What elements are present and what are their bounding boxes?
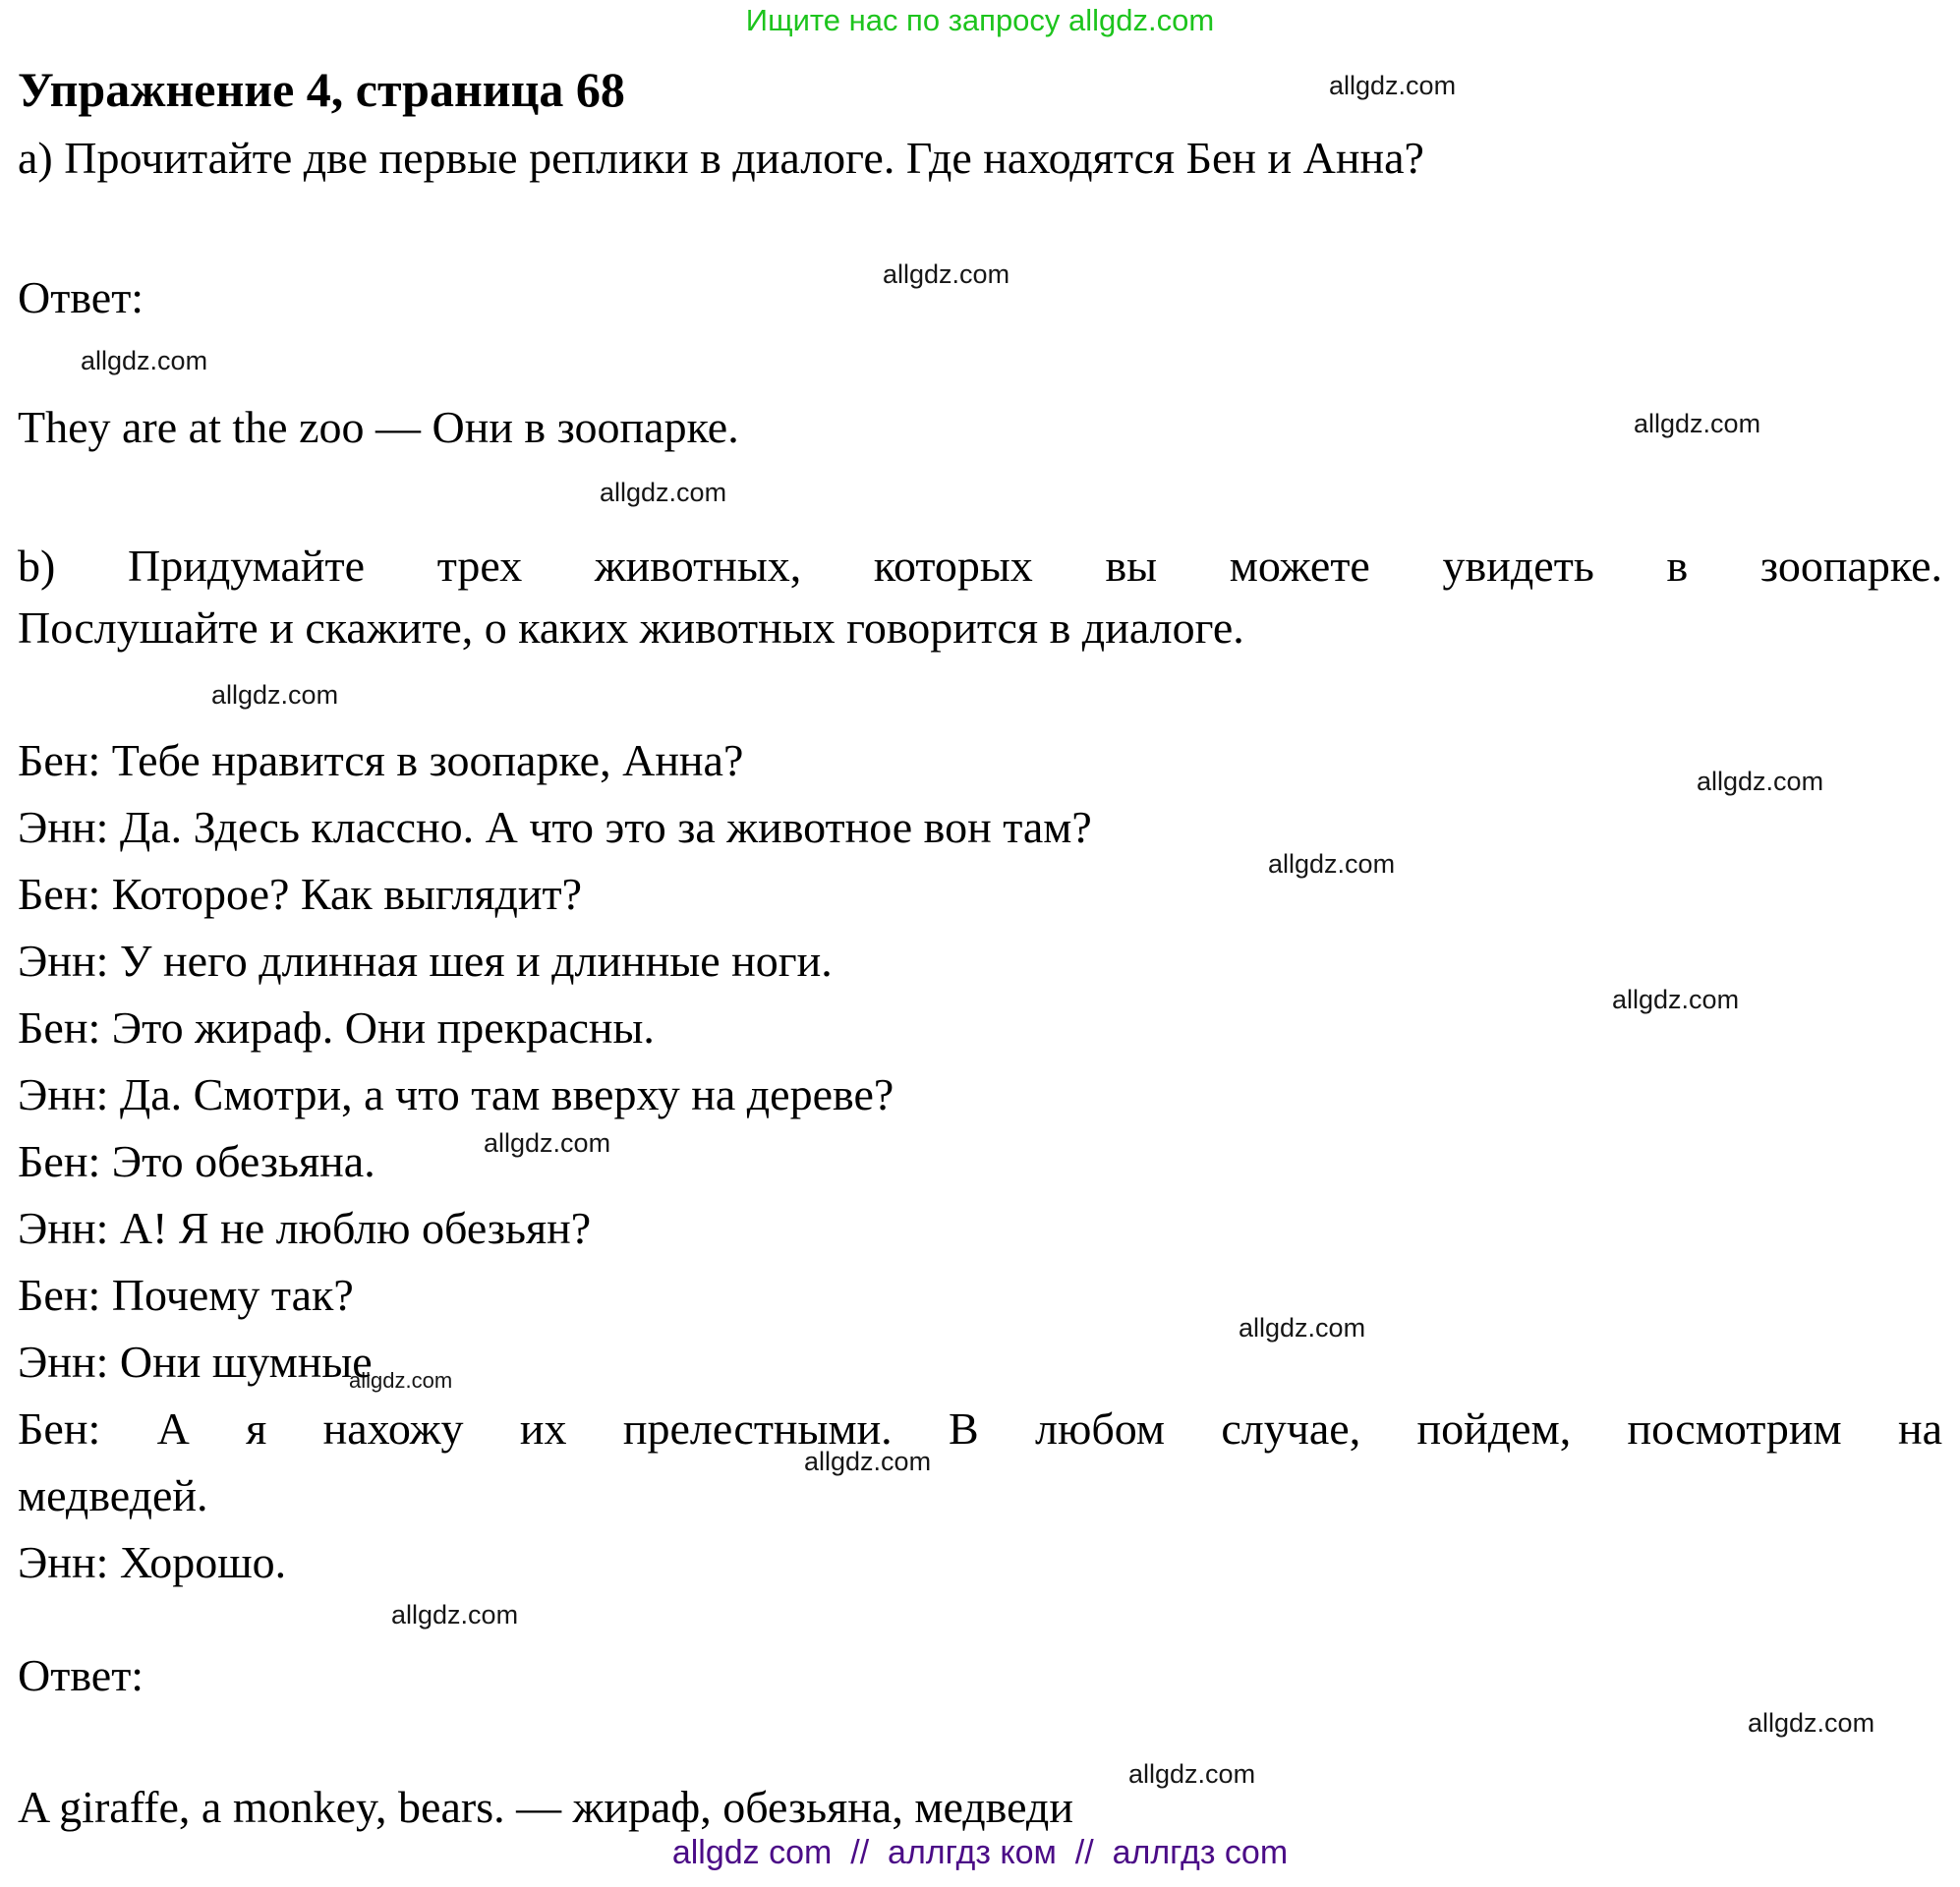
watermark: allgdz.com [804,1447,932,1476]
dialogue-line: Бен: А я нахожу их прелестными. В любом случае, пойдем, посмотрим на [18,1403,1942,1454]
watermark: allgdz.com [1128,1759,1256,1789]
watermark: allgdz.com [1239,1313,1366,1343]
watermark: allgdz.com [484,1128,611,1158]
dialogue-line: Энн: Хорошо. [18,1537,287,1587]
watermark: allgdz.com [1697,767,1824,796]
watermark: allgdz.com [349,1368,453,1393]
dialogue-block [18,727,1942,1596]
watermark: allgdz.com [1329,71,1457,100]
watermark: allgdz.com [600,478,727,507]
dialogue-line: Энн: Да. Смотри, а что там вверху на дереве? [18,1069,894,1119]
watermark: allgdz.com [1268,849,1396,879]
watermark: allgdz.com [1634,409,1761,438]
watermark: allgdz.com [883,259,1010,289]
dialogue-line: Бен: Это обезьяна. [18,1136,375,1186]
answer-label: Ответ: [18,272,144,322]
task-b-line-1: b) Придумайте трех животных, которых вы можете увидеть в зоопарке. [18,541,1942,591]
answer-label: Ответ: [18,1650,144,1700]
dialogue-line: Бен: Почему так? [18,1270,354,1320]
exercise-heading: Упражнение 4, страница 68 [18,62,625,117]
site-banner: Ищите нас по запросу allgdz.com [745,3,1215,37]
dialogue-line: Энн: У него длинная шея и длинные ноги. [18,936,833,986]
answer-text: A giraffe, a monkey, bears. — жираф, обезьяна, медведи [18,1782,1073,1832]
dialogue-line: Энн: А! Я не люблю обезьян? [18,1203,592,1253]
task-b-line-2: Послушайте и скажите, о каких животных говорится в диалоге. [18,602,1244,653]
dialogue-line: Бен: Это жираф. Они прекрасны. [18,1002,655,1053]
dialogue-line: Энн: Они шумные [18,1337,373,1387]
dialogue-line: Энн: Да. Здесь классно. А что это за животное вон там? [18,802,1092,852]
task-a-text: а) Прочитайте две первые реплики в диалоге. Где находятся Бен и Анна? [18,133,1424,183]
watermark: allgdz.com [1748,1708,1875,1738]
dialogue-line: медведей. [18,1470,208,1520]
footer-domains: allgdz com // аллгдз ком // аллгдз com [671,1834,1289,1871]
watermark: allgdz.com [211,680,339,710]
answer-text-english: They are at the zoo — Они в зоопарке. [18,402,739,452]
dialogue-line: Бен: Которое? Как выглядит? [18,869,583,919]
watermark: allgdz.com [81,346,208,375]
watermark: allgdz.com [1612,985,1740,1014]
task-b-text [18,535,1942,658]
watermark: allgdz.com [391,1600,519,1630]
dialogue-line: Бен: Тебе нравится в зоопарке, Анна? [18,735,744,785]
